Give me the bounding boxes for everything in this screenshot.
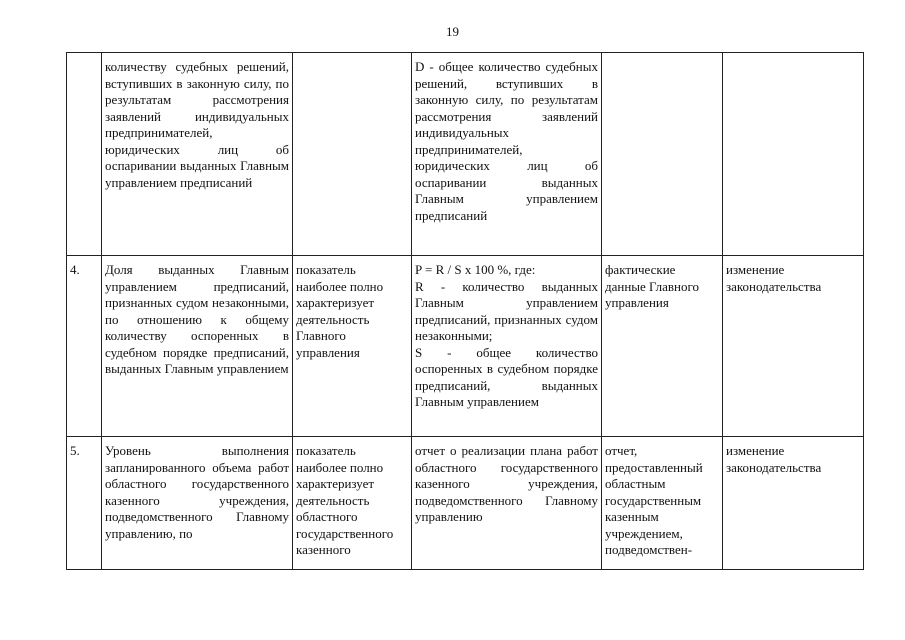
source-cell xyxy=(602,53,723,256)
formula-line: S - общее количество оспоренных в судебном порядке предписаний, выданных Главным управлением xyxy=(415,344,598,409)
indicator-cell: Доля выданных Главным управлением предписаний, признанных судом незаконными, по отношению к общему количеству оспоренных в судебном порядке предписаний, выданных Главным управлением xyxy=(102,256,293,437)
formula-line: P = R / S x 100 %, где: xyxy=(415,262,536,277)
source-cell: фактические данные Главного управления xyxy=(602,256,723,437)
indicator-cell: количеству судебных решений, вступивших в законную силу, по результатам рассмотрения заявлений индивидуальных предпринимателей, юридических лиц об оспаривании выданных Главным управлением предписаний xyxy=(102,53,293,256)
characteristic-cell: показатель наиболее полно характеризует деятельность областного государственного казенного xyxy=(293,437,412,570)
formula-cell xyxy=(412,53,602,256)
indicator-cell: Уровень выполнения запланированного объема работ областного государственного казенного учреждения, подведомственного Главному управлению, по xyxy=(102,437,293,570)
row-number-cell: 5. xyxy=(67,437,102,570)
table-row xyxy=(67,256,864,437)
table-row xyxy=(67,53,864,256)
source-cell: отчет, предоставленный областным государственным казенным учреждением, подведомствен- xyxy=(602,437,723,570)
row-number-cell xyxy=(67,53,102,256)
table-row xyxy=(67,437,864,570)
characteristic-cell: показатель наиболее полно характеризует деятельность Главного управления xyxy=(293,256,412,437)
formula-cell xyxy=(412,256,602,437)
formula-line: D - общее количество судебных решений, вступивших в законную силу, по результатам рассмотрения заявлений индивидуальных предпринимателей, юридических лиц об оспаривании выданных Главным управлением предписаний xyxy=(415,59,598,223)
change-reason-cell xyxy=(723,53,864,256)
formula-cell xyxy=(412,437,602,570)
indicators-table xyxy=(66,52,864,570)
row-number-cell: 4. xyxy=(67,256,102,437)
page-number: 19 xyxy=(446,24,459,39)
change-reason-cell: изменение законодательства xyxy=(723,256,864,437)
characteristic-cell xyxy=(293,53,412,256)
formula-line: отчет о реализации плана работ областного государственного казенного учреждения, подведомственного Главному управлению xyxy=(415,443,598,524)
change-reason-cell: изменение законодательства xyxy=(723,437,864,570)
formula-line: R - количество выданных Главным управлением предписаний, признанных судом незаконными; xyxy=(415,278,598,343)
